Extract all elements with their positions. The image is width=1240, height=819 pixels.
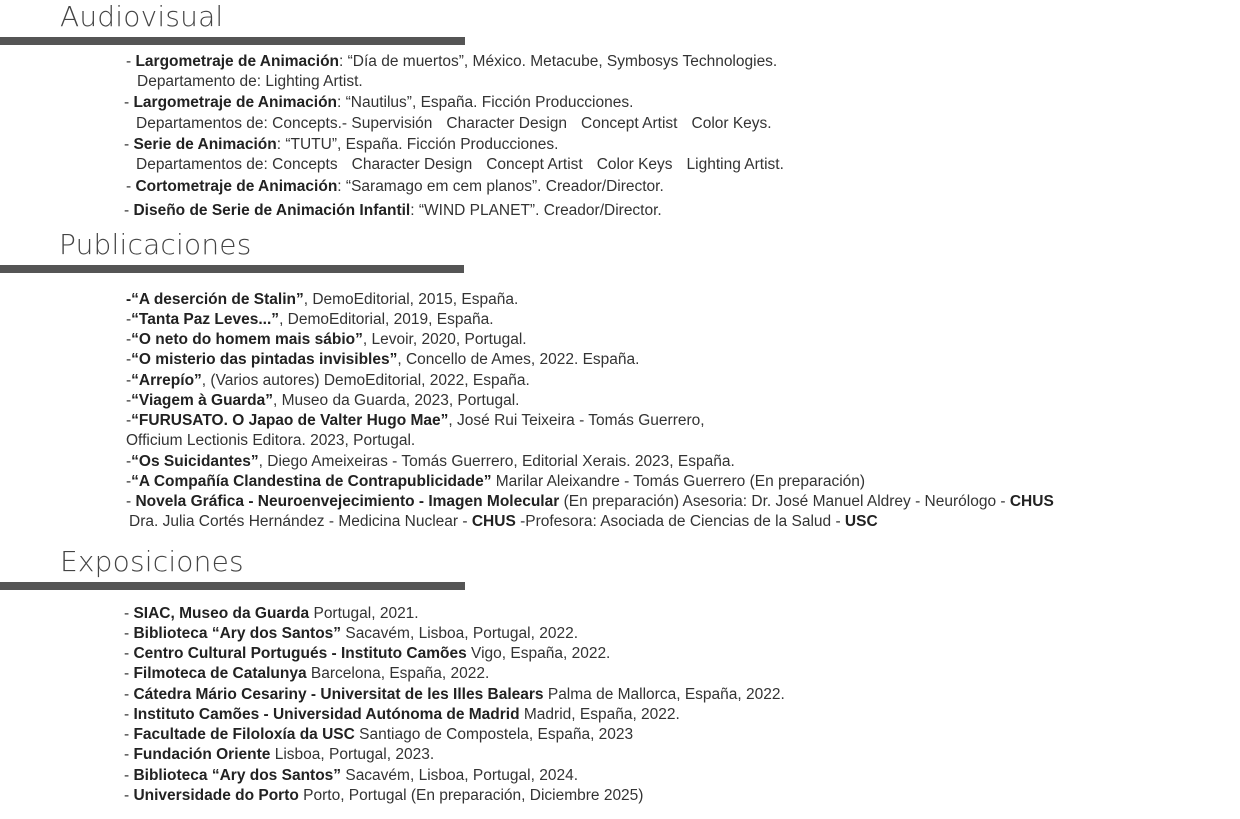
venue: Filmoteca de Catalunya: [133, 665, 307, 682]
item-department: Departamento de: Lighting Artist.: [137, 73, 363, 90]
exhibition-details: Portugal, 2021.: [309, 605, 419, 622]
list-item: - Cátedra Mário Cesariny - Universitat de les Illes Balears Palma de Mallorca, España, 2022.: [124, 686, 785, 703]
role: Concept Artist: [581, 115, 678, 132]
exhibition-details: Sacavém, Lisboa, Portugal, 2022.: [341, 625, 578, 642]
list-item: - Largometraje de Animación: “Nautilus”, España. Ficción Producciones.: [124, 94, 634, 111]
section-title-exposiciones: Exposiciones: [60, 545, 244, 578]
list-item: -“Os Suicidantes”, Diego Ameixeiras - Tomás Guerrero, Editorial Xerais. 2023, España.: [126, 453, 735, 470]
exhibition-details: Vigo, España, 2022.: [466, 645, 611, 662]
publication-details-continued: Dra. Julia Cortés Hernández - Medicina Nuclear - CHUS -Profesora: Asociada de Ciencias de la Salud - USC: [129, 513, 878, 530]
list-item: - Fundación Oriente Lisboa, Portugal, 2023.: [124, 746, 435, 763]
publication-title: “O misterio das pintadas invisibles”: [131, 351, 398, 368]
exhibition-details: Madrid, España, 2022.: [519, 706, 680, 723]
list-item: - Diseño de Serie de Animación Infantil: “WIND PLANET”. Creador/Director.: [124, 202, 662, 219]
exhibition-details: Porto, Portugal (En preparación, Diciembre 2025): [298, 787, 644, 804]
publication-details: , DemoEditorial, 2019, España.: [279, 311, 494, 328]
role: Concept Artist: [486, 156, 583, 173]
list-item: -“Arrepío”, (Varios autores) DemoEditorial, 2022, España.: [126, 372, 530, 389]
list-item: [126, 290, 518, 310]
venue: Centro Cultural Portugués - Instituto Camões: [133, 645, 467, 662]
exhibition-details: Santiago de Compostela, España, 2023: [354, 726, 634, 743]
item-details: : “Día de muertos”, México. Metacube, Symbosys Technologies.: [339, 53, 778, 70]
list-item: -“Tanta Paz Leves...”, DemoEditorial, 2019, España.: [126, 311, 494, 328]
venue: Fundación Oriente: [133, 746, 271, 763]
item-type: Cortometraje de Animación: [135, 178, 338, 195]
publication-details: , Concello de Ames, 2022. España.: [397, 351, 640, 368]
role: Lighting Artist.: [686, 156, 784, 173]
publication-title: Novela Gráfica - Neuroenvejecimiento - Imagen Molecular: [135, 493, 560, 510]
item-details: : “WIND PLANET”. Creador/Director.: [410, 202, 662, 219]
item-department: [136, 114, 772, 134]
publication-details: , Museo da Guarda, 2023, Portugal.: [273, 392, 520, 409]
list-item: - Largometraje de Animación: “Día de muertos”, México. Metacube, Symbosys Technologies.: [126, 53, 778, 70]
department-prefix: Departamentos de: Concepts: [136, 156, 338, 173]
department-prefix: Departamentos de: Concepts.- Supervisión: [136, 115, 433, 132]
institution: CHUS: [1009, 493, 1054, 510]
publication-title: “Tanta Paz Leves...”: [131, 311, 280, 328]
list-item: - Serie de Animación: “TUTU”, España. Ficción Producciones.: [124, 136, 559, 153]
publication-title: “A Compañía Clandestina de Contrapublicidade”: [131, 473, 492, 490]
section-divider: [0, 582, 465, 590]
publication-title: “FURUSATO. O Japao de Valter Hugo Mae”: [131, 412, 449, 429]
venue: Biblioteca “Ary dos Santos”: [133, 767, 342, 784]
item-details: : “Saramago em cem planos”. Creador/Director.: [337, 178, 664, 195]
list-item: - SIAC, Museo da Guarda Portugal, 2021.: [124, 605, 419, 622]
publication-details: , José Rui Teixeira - Tomás Guerrero,: [448, 412, 705, 429]
publication-details: , Diego Ameixeiras - Tomás Guerrero, Editorial Xerais. 2023, España.: [258, 453, 735, 470]
item-type: Largometraje de Animación: [133, 94, 338, 111]
institution: USC: [844, 513, 878, 530]
role: Character Design: [351, 156, 473, 173]
publication-details: Marilar Aleixandre - Tomás Guerrero (En preparación): [491, 473, 866, 490]
role: Character Design: [446, 115, 567, 132]
list-item: - Cortometraje de Animación: “Saramago em cem planos”. Creador/Director.: [126, 178, 664, 195]
item-type: Largometraje de Animación: [135, 53, 340, 70]
publication-details: , DemoEditorial, 2015, España.: [303, 291, 519, 308]
publication-details-continued: Officium Lectionis Editora. 2023, Portugal.: [126, 432, 416, 449]
venue: SIAC, Museo da Guarda: [133, 605, 310, 622]
venue: Cátedra Mário Cesariny - Universitat de les Illes Balears: [133, 686, 544, 703]
institution: CHUS: [471, 513, 516, 530]
publication-title: “Os Suicidantes”: [131, 453, 259, 470]
item-department: [136, 155, 784, 175]
venue: Biblioteca “Ary dos Santos”: [133, 625, 342, 642]
publication-details: , Levoir, 2020, Portugal.: [362, 331, 527, 348]
list-item: -“Viagem à Guarda”, Museo da Guarda, 2023, Portugal.: [126, 392, 520, 409]
publication-title: -“A deserción de Stalin”: [126, 291, 304, 308]
list-item: - Centro Cultural Portugués - Instituto Camões Vigo, España, 2022.: [124, 645, 611, 662]
list-item: -“FURUSATO. O Japao de Valter Hugo Mae”, José Rui Teixeira - Tomás Guerrero,: [126, 412, 705, 429]
exhibition-details: Barcelona, España, 2022.: [306, 665, 490, 682]
role: Color Keys: [596, 156, 673, 173]
item-details: : “Nautilus”, España. Ficción Producciones.: [337, 94, 634, 111]
section-title-publicaciones: Publicaciones: [59, 228, 252, 261]
venue: Facultade de Filoloxía da USC: [133, 726, 355, 743]
list-item: - Novela Gráfica - Neuroenvejecimiento - Imagen Molecular (En preparación) Asesoria: Dr. José Manuel Aldrey - Neurólogo - CHUS: [126, 493, 1054, 510]
exhibition-details: Sacavém, Lisboa, Portugal, 2024.: [341, 767, 578, 784]
publication-title: “Viagem à Guarda”: [131, 392, 274, 409]
venue: Instituto Camões - Universidad Autónoma de Madrid: [133, 706, 520, 723]
item-details: : “TUTU”, España. Ficción Producciones.: [276, 136, 559, 153]
list-item: - Filmoteca de Catalunya Barcelona, España, 2022.: [124, 665, 490, 682]
list-item: - Universidade do Porto Porto, Portugal (En preparación, Diciembre 2025): [124, 787, 644, 804]
exhibition-details: Lisboa, Portugal, 2023.: [270, 746, 435, 763]
list-item: - Biblioteca “Ary dos Santos” Sacavém, Lisboa, Portugal, 2022.: [124, 625, 578, 642]
section-divider: [0, 37, 465, 45]
item-type: Serie de Animación: [133, 136, 277, 153]
role: Color Keys.: [691, 115, 772, 132]
section-divider: [0, 265, 464, 273]
publication-details: (En preparación) Asesoria: Dr. José Manuel Aldrey - Neurólogo -: [559, 493, 1010, 510]
item-type: Diseño de Serie de Animación Infantil: [133, 202, 411, 219]
list-item: - Biblioteca “Ary dos Santos” Sacavém, Lisboa, Portugal, 2024.: [124, 767, 578, 784]
list-item: - Instituto Camões - Universidad Autónoma de Madrid Madrid, España, 2022.: [124, 706, 680, 723]
exhibition-details: Palma de Mallorca, España, 2022.: [543, 686, 785, 703]
venue: Universidade do Porto: [133, 787, 299, 804]
list-item: -“O neto do homem mais sábio”, Levoir, 2020, Portugal.: [126, 331, 527, 348]
list-item: -“O misterio das pintadas invisibles”, Concello de Ames, 2022. España.: [126, 351, 640, 368]
publication-title: “Arrepío”: [131, 372, 202, 389]
publication-title: “O neto do homem mais sábio”: [131, 331, 363, 348]
list-item: - Facultade de Filoloxía da USC Santiago de Compostela, España, 2023: [124, 726, 634, 743]
section-title-audiovisual: Audiovisual: [60, 0, 224, 33]
list-item: -“A Compañía Clandestina de Contrapublicidade” Marilar Aleixandre - Tomás Guerrero (En preparación): [126, 473, 866, 490]
publication-details: , (Varios autores) DemoEditorial, 2022, España.: [201, 372, 530, 389]
